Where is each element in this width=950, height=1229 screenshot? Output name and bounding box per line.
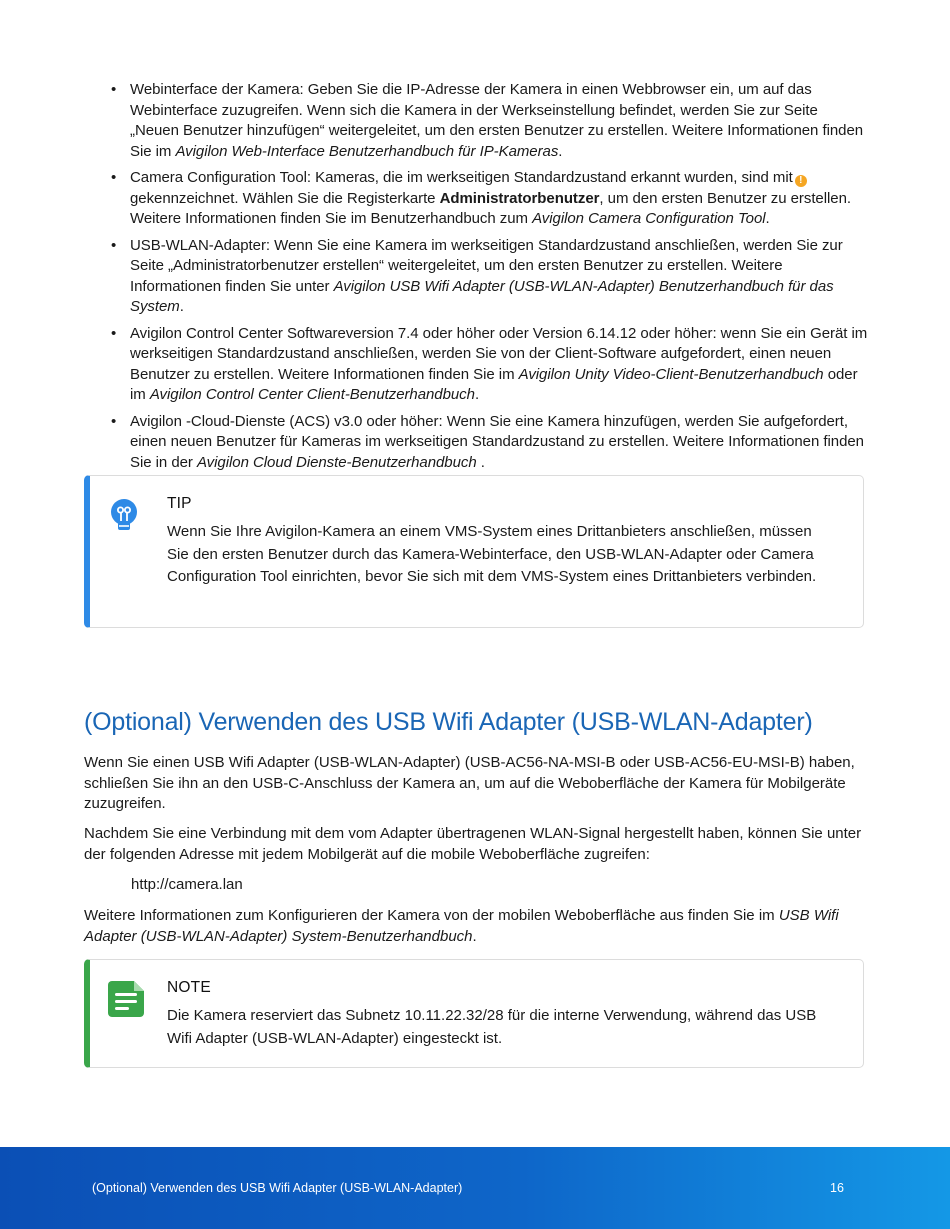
paragraph: Nachdem Sie eine Verbindung mit dem vom Adapter übertragenen WLAN-Signal hergestellt haben, können Sie unter der folgenden Adresse mit jedem Mobilgerät auf die mobile Weboberfläche zugreifen: bbox=[84, 825, 862, 863]
bullet-text: Camera Configuration Tool: Kameras, die im werkseitigen Standardzustand erkannt wurden, sind mit bbox=[130, 169, 793, 186]
bullet-list bbox=[84, 80, 868, 473]
lightbulb-icon bbox=[108, 498, 140, 539]
doc-reference: Avigilon Cloud Dienste-Benutzerhandbuch bbox=[197, 453, 477, 471]
bullet-text: . bbox=[474, 386, 480, 403]
bullet-text: , um den ersten Benutzer zu erstellen. Weitere Informationen finden Sie im Benutzerhandbuch zum bbox=[130, 189, 851, 227]
camera-url: http://camera.lan bbox=[131, 876, 243, 893]
paragraph: Wenn Sie einen USB Wifi Adapter (USB-WLAN-Adapter) (USB-AC56-NA-MSI-B oder USB-AC56-EU-MSI-B) haben, schließen Sie ihn an den USB-C-Anschluss der Kamera an, um auf die Weboberfläche der Kamera für Mobilgeräte zuzugreifen. bbox=[84, 754, 855, 812]
bullet-text: Avigilon -Cloud-Dienste (ACS) v3.0 oder höher: Wenn Sie eine Kamera hinzufügen, werden Sie aufgefordert, einen neuen Benutzer für Kameras im werkseitigen Standardzustand zu erstellen. Weitere Informationen finden Sie in der bbox=[130, 412, 864, 471]
list-item bbox=[84, 80, 868, 162]
bullet-text: . bbox=[179, 298, 184, 315]
paragraph-text: . bbox=[472, 927, 477, 945]
bullet-text: Avigilon Control Center Softwareversion 7.4 oder höher oder Version 6.14.12 oder höher: wenn Sie ein Gerät im werkseitigen Standardzustand anschließen, werden Sie von der Client-Software aufgefordert, einen neuen Benutzer zu erstellen. Weitere Informationen finden Sie im bbox=[130, 324, 868, 383]
bullet-text: USB-WLAN-Adapter: Wenn Sie eine Kamera im werkseitigen Standardzustand anschließen, werden Sie zur Seite „Administratorbenutzer erstellen“ weitergeleitet, um den ersten Benutzer zu erstellen. Weitere Informationen finden Sie unter bbox=[130, 236, 843, 295]
doc-reference: USB Wifi Adapter (USB-WLAN-Adapter) System-Benutzerhandbuch bbox=[84, 907, 839, 945]
note-body: Die Kamera reserviert das Subnetz 10.11.22.32/28 für die interne Verwendung, während das USB Wifi Adapter (USB-WLAN-Adapter) eingesteckt ist. bbox=[167, 1007, 817, 1047]
list-item bbox=[84, 168, 868, 230]
bullet-text: . bbox=[476, 453, 485, 471]
tip-body: Wenn Sie Ihre Avigilon-Kamera an einem VMS-System eines Drittanbieters anschließen, müssen Sie den ersten Benutzer durch das Kamera-Webinterface, den USB-WLAN-Adapter oder Camera Configuration Tool einrichten, bevor Sie sich mit dem VMS-System eines Drittanbieters verbinden. bbox=[167, 523, 817, 585]
bullet-dot: • bbox=[111, 324, 117, 342]
doc-reference: Avigilon Unity Video-Client-Benutzerhandbuch bbox=[518, 365, 824, 383]
bullet-dot: • bbox=[111, 169, 117, 186]
tip-callout bbox=[84, 475, 864, 628]
document-icon bbox=[108, 979, 146, 1024]
bullet-dot: • bbox=[111, 412, 117, 430]
bullet-text: . bbox=[765, 210, 770, 227]
bullet-text: oder im bbox=[130, 365, 858, 403]
page-number: 16 bbox=[830, 1181, 844, 1195]
tip-title: TIP bbox=[167, 495, 192, 512]
bullet-dot: • bbox=[111, 236, 117, 254]
list-item bbox=[84, 324, 868, 406]
bullet-dot: • bbox=[111, 81, 117, 98]
warning-icon: ! bbox=[795, 175, 807, 187]
doc-reference: Avigilon Control Center Client-Benutzerhandbuch bbox=[149, 386, 475, 403]
list-item bbox=[84, 236, 868, 318]
doc-reference: Avigilon USB Wifi Adapter (USB-WLAN-Adapter) Benutzerhandbuch für das System bbox=[130, 277, 834, 315]
bullet-section bbox=[84, 80, 868, 479]
list-item bbox=[84, 412, 868, 474]
note-title: NOTE bbox=[167, 979, 211, 996]
footer-title: (Optional) Verwenden des USB Wifi Adapter (USB-WLAN-Adapter) bbox=[92, 1181, 463, 1195]
tab-name: Administratorbenutzer bbox=[439, 189, 600, 207]
bullet-text: gekennzeichnet. Wählen Sie die Registerkarte bbox=[130, 189, 440, 207]
doc-reference: Avigilon Web-Interface Benutzerhandbuch für IP-Kameras bbox=[175, 142, 559, 160]
paragraph bbox=[84, 906, 868, 947]
doc-reference: Avigilon Camera Configuration Tool bbox=[532, 210, 766, 227]
section-heading: (Optional) Verwenden des USB Wifi Adapter (USB-WLAN-Adapter) bbox=[84, 708, 813, 736]
bullet-text: Webinterface der Kamera: Geben Sie die IP-Adresse der Kamera in einen Webbrowser ein, um auf das Webinterface zuzugreifen. Wenn sich die Kamera in der Werkseinstellung befindet, werden Sie zur Seite „Neuen Benutzer hinzufügen“ weitergeleitet, um den ersten Benutzer zu erstellen. Weitere Informationen finden Sie im bbox=[130, 81, 864, 160]
paragraph-text: Weitere Informationen zum Konfigurieren der Kamera von der mobilen Weboberfläche aus finden Sie im bbox=[84, 907, 779, 924]
bullet-text: . bbox=[558, 142, 563, 160]
page-footer bbox=[0, 1147, 950, 1229]
note-callout bbox=[84, 959, 864, 1068]
